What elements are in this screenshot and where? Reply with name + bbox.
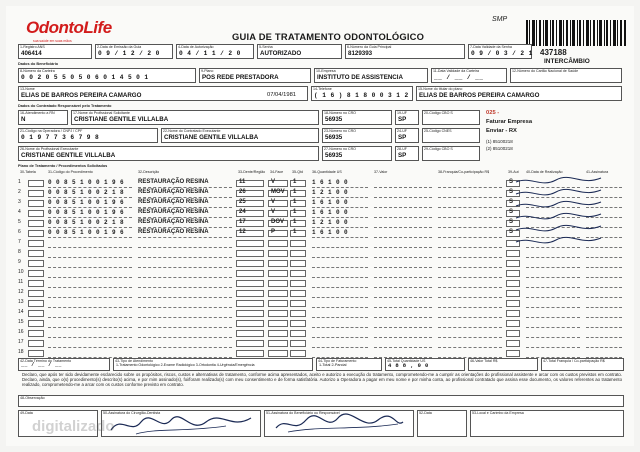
beneficiary-signature <box>268 410 408 438</box>
cell-code: 0 0 8 5 1 0 0 2 1 8 <box>48 188 125 196</box>
row-number: 6 <box>18 229 21 235</box>
field-company-stamp: 53-Local e Carimbo da Empresa <box>470 410 624 437</box>
section-beneficiary: Dados do Beneficiário <box>18 62 59 66</box>
cell-box <box>290 240 306 247</box>
cell-box <box>268 340 288 347</box>
barcode <box>526 20 626 46</box>
guide-form <box>6 6 634 446</box>
cell-code: 0 0 8 5 1 0 0 1 9 6 <box>48 208 125 216</box>
cell-box <box>28 320 44 327</box>
guide-type: INTERCÂMBIO <box>544 58 590 65</box>
cell-face: V <box>271 198 276 205</box>
field-total-us: 45-Total Quantidade US 4 8 8 , 0 0 <box>385 358 465 371</box>
row-number: 1 <box>18 179 21 185</box>
row-number: 17 <box>18 339 24 345</box>
field-end-date: 42-Data Término do Tratamento __ / __ / __ <box>18 358 110 371</box>
cell-box <box>268 320 288 327</box>
cell-box <box>236 300 264 307</box>
cell-box <box>268 240 288 247</box>
guide-number: 437188 <box>540 48 567 57</box>
row-number: 12 <box>18 289 24 295</box>
logo: OdontoLife <box>26 18 112 37</box>
field-holder-name: 15-Nome do titular do plano ELIAS DE BARROS PEREIRA CAMARGO <box>416 86 622 101</box>
row-number: 9 <box>18 259 21 265</box>
cell-box <box>236 330 264 337</box>
cell-desc: RESTAURAÇÃO RESINA <box>138 188 209 195</box>
row-number: 15 <box>18 319 24 325</box>
cell-box <box>268 250 288 257</box>
note-line1: Faturar Empresa <box>486 119 533 125</box>
field-date-2: 52-Data <box>417 410 467 437</box>
cell-box <box>28 210 44 217</box>
cell-box <box>268 330 288 337</box>
cell-box <box>28 220 44 227</box>
field-cnpj: 21-Código na Operadora / CNPJ / CPF 0 1 9 7 7 3 6 7 9 8 <box>18 128 158 143</box>
cell-box <box>506 290 520 297</box>
cell-box <box>28 240 44 247</box>
cell-box <box>28 270 44 277</box>
cell-box <box>506 260 520 267</box>
cell-box <box>28 340 44 347</box>
cell-box <box>506 330 520 337</box>
cell-box <box>506 320 520 327</box>
row-number: 10 <box>18 269 24 275</box>
cell-qty: 1 <box>293 208 297 215</box>
cell-qty: 1 <box>293 188 297 195</box>
cell-box <box>506 340 520 347</box>
cell-qty: 1 <box>293 218 297 225</box>
field-observation: 48-Observação <box>18 395 624 407</box>
cell-box <box>236 320 264 327</box>
field-password-validity: 7-Data Validade da Senha 0 9 / 0 3 / 2 1 <box>470 45 533 57</box>
cell-box <box>236 350 264 357</box>
cell-box <box>236 280 264 287</box>
cell-tooth: 25 <box>239 198 246 205</box>
row-number: 3 <box>18 199 21 205</box>
field-total-value: 46-Valor Total R$ <box>468 358 538 371</box>
cell-box <box>290 290 306 297</box>
cell-desc: RESTAURAÇÃO RESINA <box>138 208 209 215</box>
cell-qty-us: 1 6 1 0 0 <box>312 228 349 236</box>
cell-box <box>290 350 306 357</box>
cell-aut: S <box>509 218 514 225</box>
cell-box <box>28 190 44 197</box>
cell-qty: 1 <box>293 228 297 235</box>
field-rn: 16-Atendimento a RN N <box>18 110 68 125</box>
cell-box <box>236 240 264 247</box>
cell-box <box>268 270 288 277</box>
field-issue-date: 2-Data de Emissão da Guia 0 9 / 1 2 / 2 0 <box>95 44 173 59</box>
cell-tooth: 26 <box>239 188 246 195</box>
field-dentist-signature: 50-Assinatura do Cirurgião-Dentista <box>101 410 261 437</box>
cell-box <box>28 250 44 257</box>
field-auth-date: 4-Data de Autorização 0 4 / 1 1 / 2 0 <box>176 44 254 59</box>
cell-aut: S <box>509 188 514 195</box>
cell-box <box>268 280 288 287</box>
field-cro-2: 23-Número no CRO 56935 <box>322 128 392 143</box>
cell-qty: 1 <box>293 198 297 205</box>
field-uf-2: 24-UF SP <box>395 128 419 143</box>
cell-box <box>506 310 520 317</box>
cell-box <box>236 290 264 297</box>
cell-box <box>290 310 306 317</box>
cell-code: 0 0 8 5 1 0 0 2 1 8 <box>48 218 125 226</box>
procedures-header: 30-Tabela 31-Código do Procedimento 32-Descrição 33-Dente/Região 34-Face 35-Qtd 36-Quantidade US 37-Valor 38-Franquia/Co-participação R$ 39-Aut 40-Data de Realização 41-Assinatura <box>20 170 609 174</box>
field-cro: 18-Número no CRO 56935 <box>322 110 392 125</box>
logo-subtitle: sua saúde em suas mãos <box>33 39 72 43</box>
cell-box <box>236 270 264 277</box>
row-number: 13 <box>18 299 24 305</box>
cell-box <box>236 340 264 347</box>
cell-desc: RESTAURAÇÃO RESINA <box>138 198 209 205</box>
note-code: 025 - <box>486 110 500 116</box>
cell-box <box>290 300 306 307</box>
note-ref2: (2) 85100218 <box>486 146 513 151</box>
cell-box <box>28 350 44 357</box>
cell-box <box>268 260 288 267</box>
cell-box <box>28 310 44 317</box>
cell-aut: S <box>509 178 514 185</box>
cell-face: V <box>271 178 276 185</box>
field-card-number: 8-Número da Carteira 0 0 2 0 5 5 0 5 0 6 0 1 4 5 0 1 <box>18 68 196 83</box>
field-service-type: 43-Tipo de Atendimento 1-Tratamento Odontológico 2-Exame Radiológico 3-Ortodontia 4-Urgência/Emergência <box>113 358 313 371</box>
cell-aut: S <box>509 208 514 215</box>
page-title: GUIA DE TRATAMENTO ODONTOLÓGICO <box>232 31 425 42</box>
field-executing-contractor: 22-Nome do Contratado Executante CRISTIANE GENTILE VILLALBA <box>161 128 319 143</box>
cell-face: V <box>271 208 276 215</box>
cell-box <box>506 300 520 307</box>
cell-desc: RESTAURAÇÃO RESINA <box>138 228 209 235</box>
row-number: 7 <box>18 239 21 245</box>
cell-face: DOV <box>271 218 285 225</box>
cell-box <box>28 180 44 187</box>
field-cro-3: 27-Número no CRO 56935 <box>322 146 392 161</box>
cell-face: MOV <box>271 188 285 195</box>
birth-date: 07/04/1981 <box>267 92 297 98</box>
cell-tooth: 17 <box>239 218 246 225</box>
row-signatures-scribble <box>511 174 611 254</box>
row-number: 5 <box>18 219 21 225</box>
field-executing-professional: 26-Nome do Profissional Executante CRISTIANE GENTILE VILLALBA <box>18 146 319 161</box>
corner-mark: SMP <box>492 16 508 23</box>
cell-box <box>290 320 306 327</box>
cell-box <box>28 290 44 297</box>
field-main-guide: 6-Número da Guia Principal 8129393 <box>345 44 465 59</box>
field-billing-type: 44-Tipo de Faturamento 1-Total 2-Parcial <box>316 358 382 371</box>
cell-box <box>28 330 44 337</box>
field-company: 10-Empresa INSTITUTO DE ASSISTENCIA <box>314 68 428 83</box>
cell-qty-us: 1 2 1 0 0 <box>312 218 349 226</box>
field-requesting-professional: 17-Nome do Profissional Solicitante CRISTIANE GENTILE VILLALBA <box>71 110 319 125</box>
field-beneficiary-signature: 51-Assinatura do Beneficiário ou Responsável <box>264 410 414 437</box>
field-uf: 19-UF SP <box>395 110 419 125</box>
cell-qty-us: 1 6 1 0 0 <box>312 178 349 186</box>
field-cns: 12-Número do Cartão Nacional de Saúde <box>510 68 622 83</box>
note-ref1: (1) 85100218 <box>486 139 513 144</box>
cell-box <box>290 250 306 257</box>
cell-box <box>28 230 44 237</box>
field-date-1: 49-Data <box>18 410 98 437</box>
cell-box <box>268 290 288 297</box>
section-procedures: Plano de Tratamento / Procedimentos Solicitados <box>18 164 108 168</box>
row-number: 11 <box>18 279 24 285</box>
cell-box <box>236 310 264 317</box>
cell-aut: S <box>509 228 514 235</box>
field-password: 5-Senha AUTORIZADO <box>257 44 342 59</box>
cell-qty-us: 1 6 1 0 0 <box>312 208 349 216</box>
cell-qty-us: 1 2 1 0 0 <box>312 188 349 196</box>
cell-tooth: 24 <box>239 208 246 215</box>
cell-face: P <box>271 228 276 235</box>
cell-box <box>268 300 288 307</box>
cell-qty-us: 1 6 1 0 0 <box>312 198 349 206</box>
row-number: 4 <box>18 209 21 215</box>
watermark: digitalizado <box>32 418 115 435</box>
row-number: 8 <box>18 249 21 255</box>
field-cbos-3: 29-Código CBO S <box>422 146 480 161</box>
cell-aut: S <box>509 198 514 205</box>
dentist-signature <box>106 410 256 438</box>
cell-box <box>290 280 306 287</box>
field-ans: 1-Registro ANS 406414 <box>18 44 92 59</box>
cell-code: 0 0 8 5 1 0 0 1 9 6 <box>48 228 125 236</box>
cell-box <box>290 340 306 347</box>
field-total-franchise: 47-Total Franquia / Co-participação R$ <box>541 358 624 371</box>
cell-box <box>28 300 44 307</box>
declaration-text: Declaro, que após ter sido devidamente esclarecido sobre os propósitos, riscos, custos e alternativas de tratamento, conforme acima apresentados, aceito e autorizo a execução do tratamento, comprometendo-me a cumprir as orientações do profissional assistente e arcar com os custos previstos em contrato. Declaro, ainda, que o(s) procedimento(s) descrito(s) acima, e por mim assinado(s), foi/foram realizado(s) com meu consentimento e de forma satisfatória. Autorizo a Operadora a pagar em meu nome e por minha conta, ao profissional contratado que assina esse documento, os valores referentes ao tratamento realizado, comprometendo-me a arcar com os custos conforme previsto em contrato. <box>22 372 622 388</box>
field-plan: 9-Plano POS REDE PRESTADORA <box>199 68 311 83</box>
cell-box <box>28 200 44 207</box>
cell-box <box>290 260 306 267</box>
cell-code: 0 0 8 5 1 0 0 1 9 6 <box>48 178 125 186</box>
cell-box <box>290 270 306 277</box>
cell-box <box>268 350 288 357</box>
cell-tooth: 11 <box>239 178 246 185</box>
note-line2: Enviar - RX <box>486 128 517 134</box>
cell-qty: 1 <box>293 178 297 185</box>
cell-box <box>28 260 44 267</box>
cell-box <box>268 310 288 317</box>
cell-box <box>28 280 44 287</box>
cell-desc: RESTAURAÇÃO RESINA <box>138 218 209 225</box>
section-contract: Dados do Contratado Responsável pelo Tratamento <box>18 104 112 108</box>
cell-box <box>506 280 520 287</box>
cell-box <box>236 260 264 267</box>
field-uf-3: 28-UF SP <box>395 146 419 161</box>
row-number: 16 <box>18 329 24 335</box>
cell-box <box>506 270 520 277</box>
cell-box <box>236 250 264 257</box>
field-cnes: 25-Código CNES <box>422 128 480 143</box>
field-cbos: 20-Código CBO S <box>422 110 480 125</box>
cell-box <box>506 350 520 357</box>
field-card-validity: 11-Data Validade da Carteira __ / __ / __ <box>431 68 507 83</box>
row-number: 14 <box>18 309 24 315</box>
row-number: 2 <box>18 189 21 195</box>
cell-box <box>290 330 306 337</box>
field-phone: 14-Telefone ( 1 6 ) 8 1 8 0 0 3 1 2 <box>311 86 413 101</box>
cell-tooth: 12 <box>239 228 246 235</box>
cell-code: 0 0 8 5 1 0 0 1 9 6 <box>48 198 125 206</box>
row-number: 18 <box>18 349 24 355</box>
field-name: 13-Nome ELIAS DE BARROS PEREIRA CAMARGO 07/04/1981 <box>18 86 308 101</box>
cell-desc: RESTAURAÇÃO RESINA <box>138 178 209 185</box>
